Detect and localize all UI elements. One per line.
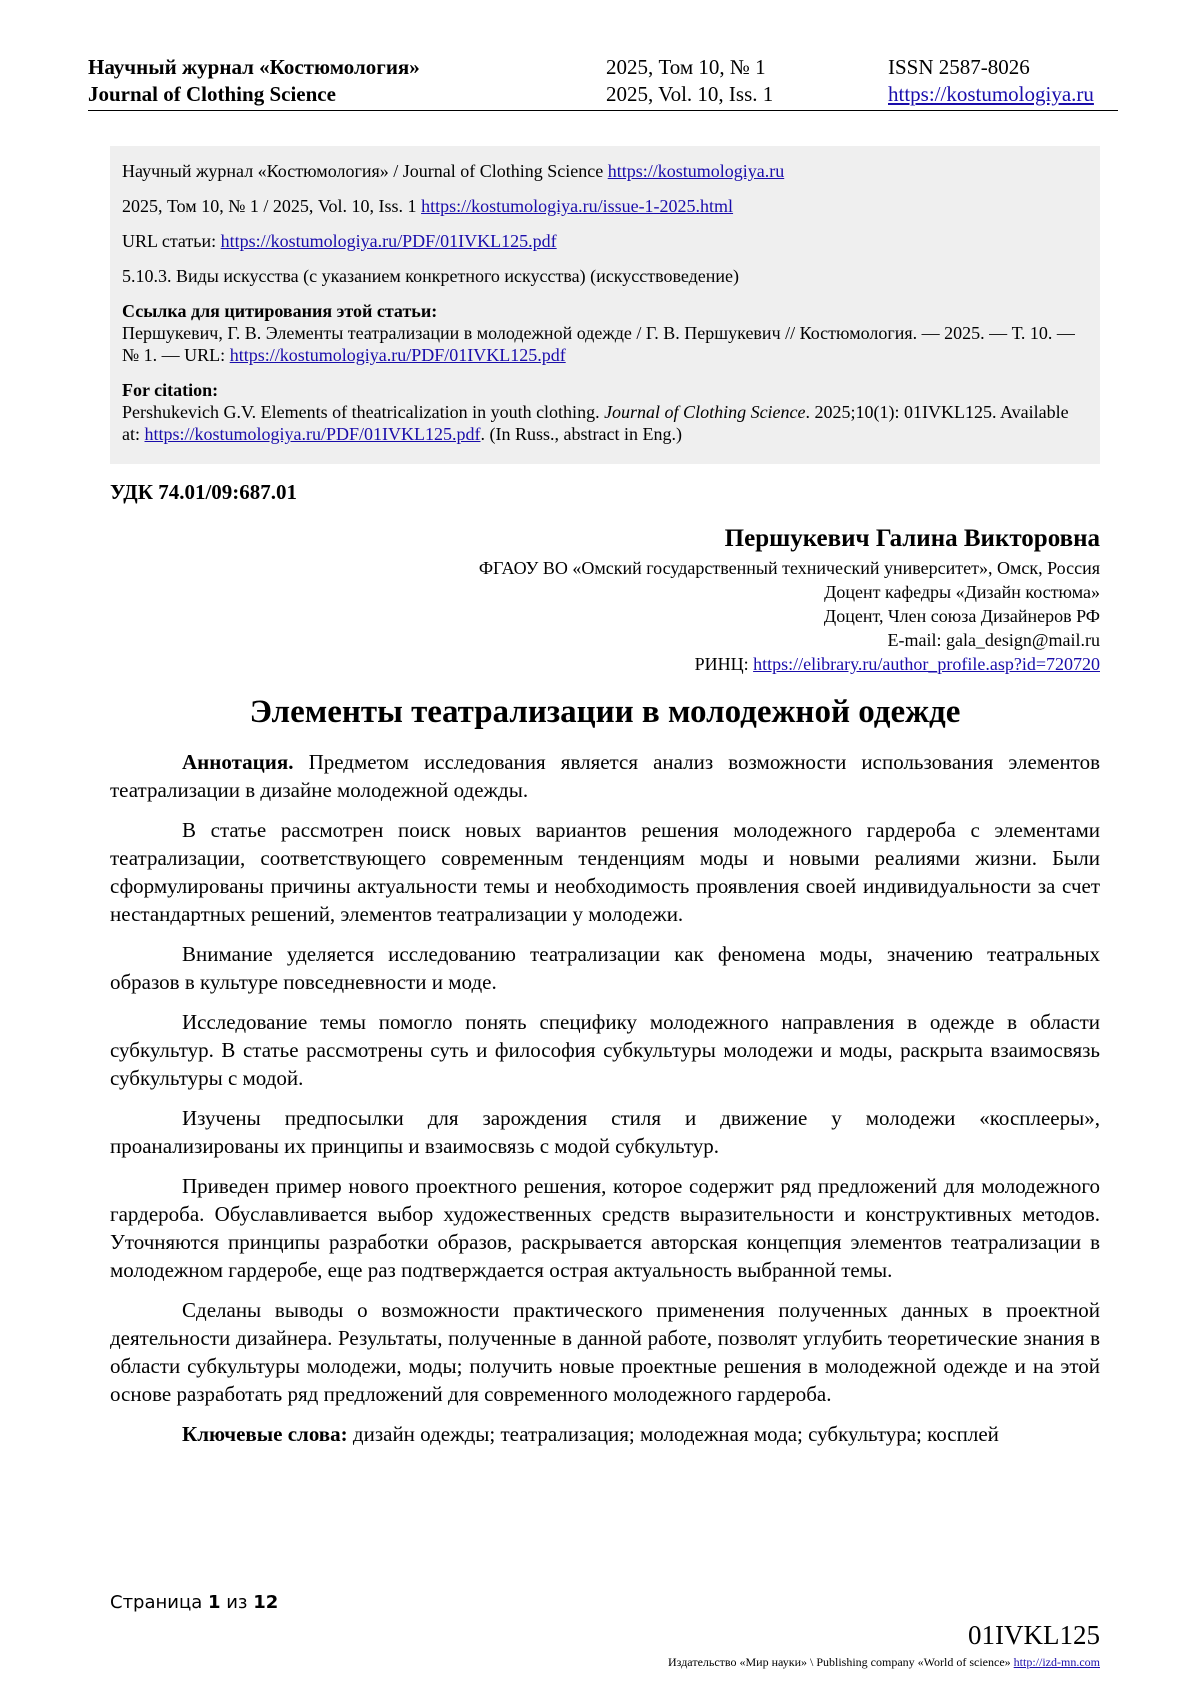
article-title: Элементы театрализации в молодежной одежде	[249, 694, 961, 730]
article-url-link[interactable]: https://kostumologiya.ru/PDF/01IVKL125.pdf	[220, 231, 557, 251]
author-rinc	[479, 652, 1100, 676]
journal-site-link[interactable]: https://kostumologiya.ru	[607, 161, 785, 181]
journal-name	[88, 54, 420, 108]
publisher-text: Издательство «Мир науки» \ Publishing company «World of science»	[668, 1655, 1014, 1669]
citation-line-journal	[122, 160, 1088, 182]
citation-en-text: Pershukevich G.V. Elements of theatricalization in youth clothing.	[122, 402, 605, 422]
abstract-paragraph	[110, 748, 1100, 804]
page-number	[110, 1592, 278, 1613]
abstract-paragraph: Внимание уделяется исследованию театрализации как феномена моды, значению театральных образов в культуре повседневности и моде.	[110, 942, 1100, 994]
author-email: E-mail: gala_design@mail.ru	[887, 630, 1100, 650]
page-word: Страница	[110, 1592, 208, 1613]
abstract-label: Аннотация.	[182, 750, 294, 774]
abstract-body	[110, 748, 1100, 1460]
issue-link[interactable]: https://kostumologiya.ru/issue-1-2025.html	[421, 196, 734, 216]
issn-block	[888, 54, 1094, 108]
publisher-line	[668, 1655, 1100, 1670]
issue-ru: 2025, Том 10, № 1	[606, 55, 766, 79]
publisher-link[interactable]: http://izd-mn.com	[1013, 1655, 1100, 1669]
author-name: Першукевич Галина Викторовна	[724, 525, 1100, 552]
page-current: 1	[207, 1592, 221, 1613]
rinc-link[interactable]: https://elibrary.ru/author_profile.asp?id=720720	[753, 654, 1100, 674]
journal-header	[88, 54, 1118, 111]
author-position-2: Доцент, Член союза Дизайнеров РФ	[823, 606, 1100, 626]
abstract-paragraph: В статье рассмотрен поиск новых вариантов решения молодежного гардероба с элементами театрализации, соответствующего современным тенденциям моды и новыми реалиями жизни. Были сформулированы причины актуальности темы и необходимость проявления своей индивидуальности за счет нестандартных решений, элементов театрализации у молодежи.	[110, 818, 1100, 926]
citation-journal-text: Научный журнал «Костюмология» / Journal of Clothing Science	[122, 161, 608, 181]
citation-en	[122, 379, 1088, 445]
page-of-word: из	[220, 1592, 254, 1613]
citation-ru-text: Першукевич, Г. В. Элементы театрализации в молодежной одежде / Г. В. Першукевич // Костюмология. — 2025. — Т. 10. — № 1. — URL:	[122, 323, 1075, 365]
journal-name-ru: Научный журнал «Костюмология»	[88, 55, 420, 79]
author-block	[479, 522, 1100, 676]
abstract-paragraph: Изучены предпосылки для зарождения стиля и движение у молодежи «косплееры», проанализированы их принципы и взаимосвязь с модой субкультур.	[110, 1106, 1100, 1158]
citation-en-journal: Journal of Clothing Science	[604, 402, 806, 422]
citation-box	[110, 146, 1100, 464]
keywords-paragraph	[110, 1420, 1100, 1448]
author-affiliation: ФГАОУ ВО «Омский государственный технический университет», Омск, Россия	[478, 558, 1100, 578]
abstract-paragraph: Сделаны выводы о возможности практического применения полученных данных в проектной деятельности дизайнера. Результаты, полученные в данной работе, позволят углубить теоретические знания в области субкультуры молодежи, моды; получить новые проектные решения в молодежной одежде и на этой основе разработать ряд предложений для современного молодежного гардероба.	[110, 1298, 1100, 1406]
citation-line-url	[122, 230, 1088, 252]
citation-issue-text: 2025, Том 10, № 1 / 2025, Vol. 10, Iss. 1	[122, 196, 422, 216]
page-total: 12	[253, 1592, 279, 1613]
citation-en-text-3: . (In Russ., abstract in Eng.)	[480, 424, 682, 444]
abstract-paragraph: Приведен пример нового проектного решения, которое содержит ряд предложений для молодежного гардероба. Обуславливается выбор художественных средств выразительности и конструктивных методов. Уточняются принципы разработки образов, раскрывается авторская концепция элементов театрализации в молодежном гардеробе, еще раз подтверждается острая актуальность выбранной темы.	[110, 1174, 1100, 1282]
citation-ru-link[interactable]: https://kostumologiya.ru/PDF/01IVKL125.pdf	[229, 345, 566, 365]
issue-info	[606, 54, 773, 108]
speciality-code: 5.10.3. Виды искусства (с указанием конкретного искусства) (искусствоведение)	[122, 266, 739, 286]
journal-name-en: Journal of Clothing Science	[88, 82, 336, 106]
keywords-text: дизайн одежды; театрализация; молодежная мода; субкультура; косплей	[347, 1422, 999, 1446]
citation-en-label: For citation:	[122, 380, 219, 400]
issue-en: 2025, Vol. 10, Iss. 1	[606, 82, 774, 106]
citation-line-issue	[122, 195, 1088, 217]
issn: ISSN 2587-8026	[888, 55, 1030, 79]
udk-code: УДК 74.01/09:687.01	[110, 480, 298, 504]
article-url-label: URL статьи:	[122, 231, 221, 251]
abstract-paragraph: Исследование темы помогло понять специфику молодежного направления в одежде в области субкультур. В статье рассмотрены суть и философия субкультуры молодежи и моды, раскрыта взаимосвязь субкультуры с модой.	[110, 1010, 1100, 1090]
article-code: 01IVKL125	[968, 1620, 1100, 1650]
author-position-1: Доцент кафедры «Дизайн костюма»	[824, 582, 1100, 602]
citation-ru	[122, 300, 1088, 366]
header-site-link[interactable]: https://kostumologiya.ru	[888, 82, 1094, 106]
citation-en-text-2: . 2025;10(1): 01IVKL125. Available at:	[122, 402, 1069, 444]
citation-en-link[interactable]: https://kostumologiya.ru/PDF/01IVKL125.pdf	[144, 424, 481, 444]
keywords-label: Ключевые слова:	[182, 1422, 348, 1446]
citation-ru-label: Ссылка для цитирования этой статьи:	[122, 301, 438, 321]
rinc-label: РИНЦ:	[694, 654, 754, 674]
abstract-p1-text: Предметом исследования является анализ возможности использования элементов театрализации в дизайне молодежной одежды.	[110, 750, 1100, 802]
